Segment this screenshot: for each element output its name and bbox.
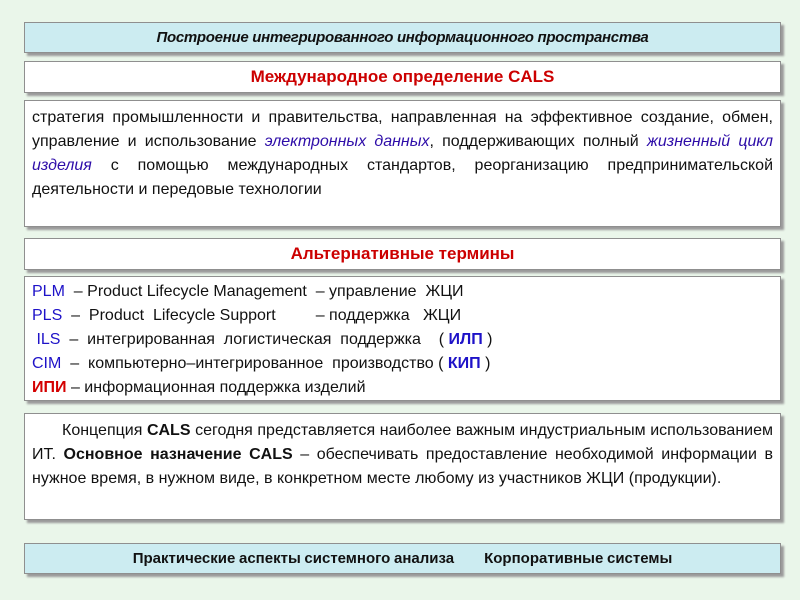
list-item [32, 376, 773, 400]
list-item [32, 280, 773, 304]
term-tail: ) [480, 355, 491, 372]
term-abbr: PLM [32, 283, 65, 300]
term-abbr: CIM [32, 355, 62, 372]
definition-emphasis-1: электронных данных [264, 133, 430, 150]
list-item [32, 352, 773, 376]
header-bar [24, 22, 781, 53]
alternatives-title: Альтернативные термины [290, 244, 515, 263]
page-title: Построение интегрированного информационного пространства [156, 29, 649, 46]
concept-text-1: Концепция [62, 422, 147, 439]
concept-text-2: сегодня представляется наиболее важным индустриальным использованием ИТ. [32, 422, 774, 463]
list-item [32, 328, 773, 352]
alternatives-list [24, 276, 781, 401]
definition-text-box [24, 100, 781, 227]
concept-strong-1: CALS [146, 422, 191, 439]
term-abbr-secondary: КИП [447, 355, 481, 372]
term-tail: ) [482, 331, 493, 348]
definition-text-3: с помощью международных стандартов, реорганизацию предпринимательской деятельности и передовые технологии [32, 157, 773, 198]
term-abbr-secondary: ИЛП [448, 331, 483, 348]
list-item [32, 304, 773, 328]
term-abbr: PLS [32, 307, 63, 324]
term-text: – Product Lifecycle Management – управление ЖЦИ [64, 283, 464, 300]
definition-emphasis-2: жизненный цикл изделия [32, 133, 773, 174]
definition-text-2: , поддерживающих полный [429, 133, 647, 150]
definition-title-box [24, 61, 781, 93]
term-abbr: ILS [32, 331, 61, 348]
footer-link-corporate-systems[interactable]: Корпоративные системы [484, 550, 673, 567]
footer-bar [24, 543, 781, 574]
concept-strong-2: Основное назначение CALS [63, 446, 293, 463]
definition-title: Международное определение CALS [250, 67, 555, 86]
footer-link-system-analysis[interactable]: Практические аспекты системного анализа [132, 550, 455, 567]
term-abbr: ИПИ [32, 379, 67, 396]
alternatives-title-box [24, 238, 781, 270]
concept-text-3: – обеспечивать предоставление необходимой информации в нужное время, в нужном виде, в конкретном месте любому из участников ЖЦИ (продукции). [32, 446, 774, 487]
term-text: – интегрированная логистическая поддержка ( [60, 331, 449, 348]
term-text: – Product Lifecycle Support – поддержка ЖЦИ [62, 307, 462, 324]
term-text: – информационная поддержка изделий [66, 379, 366, 396]
definition-text-1: стратегия промышленности и правительства, направленная на эффективное создание, обмен, управление и использование [32, 109, 773, 150]
term-text: – компьютерно–интегрированное производство ( [61, 355, 448, 372]
concept-text-box [24, 413, 781, 520]
